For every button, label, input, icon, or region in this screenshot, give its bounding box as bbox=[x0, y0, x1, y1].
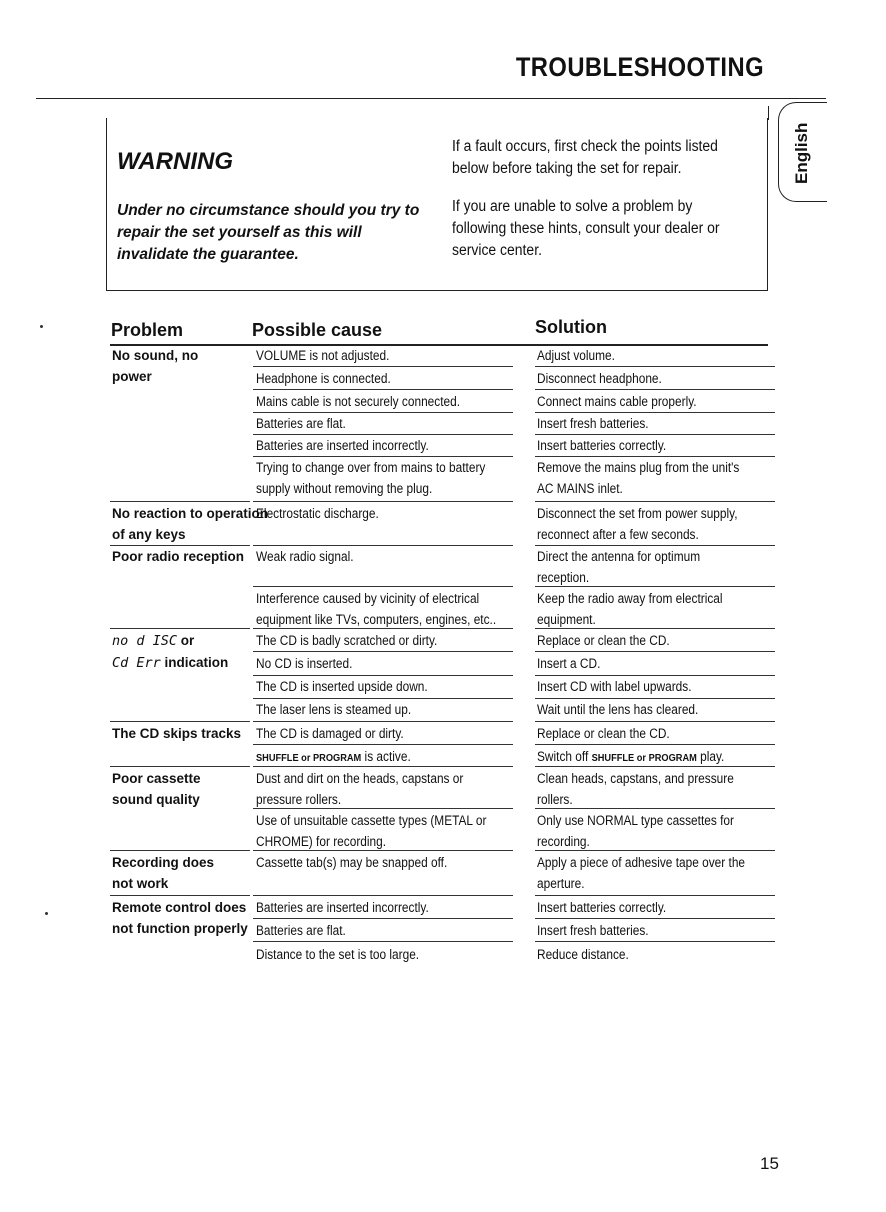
row-divider bbox=[535, 941, 775, 942]
solution-cell: Reduce distance. bbox=[537, 947, 629, 962]
intro-paragraph-2: If you are unable to solve a problem by following these hints, consult your dealer or service center. bbox=[452, 198, 720, 259]
cause-cell: Use of unsuitable cassette types (METAL or CHROME) for recording. bbox=[256, 813, 487, 849]
intro-text bbox=[452, 136, 727, 278]
solution-cell: Disconnect the set from power supply, reconnect after a few seconds. bbox=[537, 506, 738, 542]
solution-cell: Insert CD with label upwards. bbox=[537, 679, 692, 694]
program-label: PROGRAM bbox=[648, 752, 697, 764]
shuffle-label: SHUFFLE bbox=[256, 752, 299, 764]
cause-cell: No CD is inserted. bbox=[256, 656, 353, 671]
margin-mark bbox=[45, 912, 48, 915]
cause-cell: The CD is badly scratched or dirty. bbox=[256, 633, 438, 648]
header-rule bbox=[36, 98, 826, 99]
page-number: 15 bbox=[760, 1154, 779, 1173]
solution-cell: Insert batteries correctly. bbox=[537, 438, 667, 453]
cause-cell: Batteries are inserted incorrectly. bbox=[256, 438, 429, 453]
solution-suffix: play. bbox=[696, 749, 725, 764]
row-divider bbox=[110, 628, 250, 629]
row-divider bbox=[535, 628, 775, 629]
table-header bbox=[0, 317, 886, 346]
language-label: English bbox=[792, 122, 811, 184]
problem-cell: Poor cassette sound quality bbox=[112, 771, 201, 807]
cause-cell: Batteries are flat. bbox=[256, 923, 346, 938]
program-label: PROGRAM bbox=[312, 752, 362, 764]
row-divider bbox=[253, 651, 513, 652]
solution-cell: Apply a piece of adhesive tape over the aperture. bbox=[537, 855, 746, 891]
row-divider bbox=[253, 850, 513, 851]
problem-cell bbox=[112, 630, 252, 674]
header-problem: Problem bbox=[111, 320, 184, 340]
row-divider bbox=[535, 366, 775, 367]
solution-cell: Insert batteries correctly. bbox=[537, 900, 667, 915]
row-divider bbox=[535, 766, 775, 767]
row-divider bbox=[253, 941, 513, 942]
row-divider bbox=[253, 918, 513, 919]
row-divider bbox=[535, 651, 775, 652]
row-divider bbox=[535, 744, 775, 745]
row-divider bbox=[253, 895, 513, 896]
cause-cell: Dust and dirt on the heads, capstans or pressure rollers. bbox=[256, 771, 464, 807]
row-divider bbox=[535, 895, 775, 896]
row-divider bbox=[110, 721, 250, 722]
row-divider bbox=[535, 389, 775, 390]
solution-cell: Remove the mains plug from the unit's AC MAINS inlet. bbox=[537, 460, 740, 496]
row-divider bbox=[253, 501, 513, 502]
row-divider bbox=[535, 586, 775, 587]
problem-cell: Remote control does not function properly bbox=[112, 900, 248, 936]
lcd-no-disc: no d ISC bbox=[112, 633, 178, 649]
solution-cell: Replace or clean the CD. bbox=[537, 633, 670, 648]
problem-cell: Poor radio reception bbox=[112, 549, 245, 564]
row-divider bbox=[535, 721, 775, 722]
cause-cell: Batteries are flat. bbox=[256, 416, 346, 431]
cause-cell: Weak radio signal. bbox=[256, 549, 354, 564]
row-divider bbox=[253, 586, 513, 587]
cause-cell: VOLUME is not adjusted. bbox=[256, 348, 390, 363]
row-divider bbox=[253, 766, 513, 767]
header-solution: Solution bbox=[535, 317, 607, 337]
cause-cell: Interference caused by vicinity of electrical equipment like TVs, computers, engines, etc.. bbox=[256, 591, 497, 627]
warning-text: Under no circumstance should you try to repair the set yourself as this will invalidate the guarantee. bbox=[117, 202, 420, 263]
row-divider bbox=[110, 850, 250, 851]
row-divider bbox=[110, 766, 250, 767]
cause-suffix: is active. bbox=[361, 749, 411, 764]
cause-cell: The laser lens is steamed up. bbox=[256, 702, 412, 717]
solution-cell: Insert fresh batteries. bbox=[537, 923, 649, 938]
solution-cell: Replace or clean the CD. bbox=[537, 726, 670, 741]
solution-cell: Insert a CD. bbox=[537, 656, 601, 671]
cause-cell: Trying to change over from mains to battery supply without removing the plug. bbox=[256, 460, 486, 496]
solution-cell: Clean heads, capstans, and pressure rollers. bbox=[537, 771, 734, 807]
page-title: TROUBLESHOOTING bbox=[515, 52, 764, 82]
warning-title: WARNING bbox=[117, 148, 233, 175]
solution-prefix: Switch off bbox=[537, 749, 592, 764]
solution-cell: Keep the radio away from electrical equipment. bbox=[537, 591, 723, 627]
box-corner-tick bbox=[768, 106, 770, 120]
problem-cell: Recording does not work bbox=[112, 855, 215, 891]
problem-cell: No reaction to operation of any keys bbox=[112, 506, 269, 542]
intro-paragraph-1: If a fault occurs, first check the points listed below before taking the set for repair. bbox=[452, 138, 718, 177]
solution-or: or bbox=[634, 752, 649, 764]
row-divider bbox=[535, 501, 775, 502]
row-divider bbox=[253, 721, 513, 722]
row-divider bbox=[535, 918, 775, 919]
solution-cell: Insert fresh batteries. bbox=[537, 416, 649, 431]
cause-cell: Headphone is connected. bbox=[256, 371, 391, 386]
warning-box bbox=[106, 118, 768, 291]
solution-cell: Only use NORMAL type cassettes for recording. bbox=[537, 813, 734, 849]
problem-cell: The CD skips tracks bbox=[112, 726, 242, 741]
cause-cell: The CD is damaged or dirty. bbox=[256, 726, 404, 741]
lcd-cd-err: Cd Err bbox=[112, 655, 161, 671]
row-divider bbox=[253, 366, 513, 367]
solution-cell: Direct the antenna for optimum reception. bbox=[537, 549, 701, 585]
problem-indication: indication bbox=[164, 655, 229, 670]
shuffle-label: SHUFFLE bbox=[591, 752, 635, 764]
row-divider bbox=[110, 895, 250, 896]
cause-cell: Cassette tab(s) may be snapped off. bbox=[256, 855, 448, 870]
row-divider bbox=[253, 744, 513, 745]
margin-mark bbox=[40, 325, 43, 328]
solution-cell: Adjust volume. bbox=[537, 348, 615, 363]
cause-cell: Batteries are inserted incorrectly. bbox=[256, 900, 429, 915]
solution-cell: Wait until the lens has cleared. bbox=[537, 702, 699, 717]
cause-cell: The CD is inserted upside down. bbox=[256, 679, 428, 694]
row-divider bbox=[535, 850, 775, 851]
row-divider bbox=[253, 628, 513, 629]
cause-cell: Electrostatic discharge. bbox=[256, 506, 379, 521]
cause-cell: Mains cable is not securely connected. bbox=[256, 394, 461, 409]
row-divider bbox=[253, 389, 513, 390]
row-divider bbox=[253, 808, 513, 809]
cause-or: or bbox=[298, 752, 313, 764]
solution-cell: Disconnect headphone. bbox=[537, 371, 662, 386]
header-cause: Possible cause bbox=[252, 320, 383, 340]
solution-cell: Connect mains cable properly. bbox=[537, 394, 697, 409]
problem-or: or bbox=[180, 633, 195, 648]
row-divider bbox=[110, 501, 250, 502]
row-divider bbox=[535, 808, 775, 809]
cause-cell: Distance to the set is too large. bbox=[256, 947, 420, 962]
problem-cell: No sound, no power bbox=[112, 348, 199, 384]
